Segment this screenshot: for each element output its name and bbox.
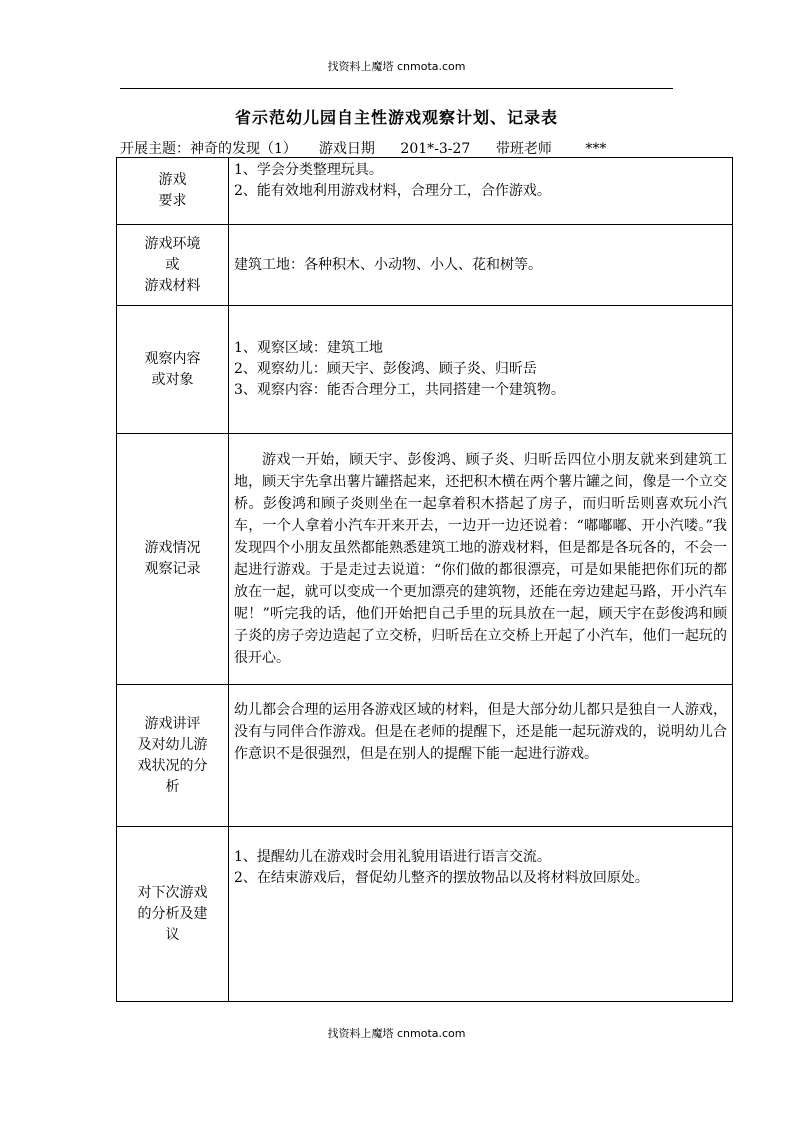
analysis-text: 幼儿都会合理的运用各游戏区域的材料，但是大部分幼儿都只是独自一人游戏，没有与同伴合作游戏。但是在老师的提醒下，还是能一起玩游戏的，说明幼儿合作意识不是很强烈，但是在别人的提醒下能一起进行游戏。: [234, 702, 727, 762]
document-title: 省示范幼儿园自主性游戏观察计划、记录表: [234, 108, 558, 127]
info-line: [120, 138, 640, 158]
label-materials: 游戏环境 或 游戏材料: [117, 225, 229, 306]
requirement-item: 2、能有效地利用游戏材料，合理分工，合作游戏。: [234, 183, 551, 199]
header-watermark: 找资料上魔塔 cnmota.com: [327, 60, 466, 73]
row-materials: [117, 225, 733, 306]
label-requirements: 游戏 要求: [117, 158, 229, 225]
record-text: 游戏一开始，顾天宇、彭俊鸿、顾子炎、归昕岳四位小朋友就来到建筑工地，顾天宇先拿出薯片罐搭起来，还把积木横在两个薯片罐之间，像是一个立交桥。彭俊鸿和顾子炎则坐在一起拿着积木搭起了房子，而归昕岳则喜欢玩小汽车，一个人拿着小汽车开来开去，一边开一边还说着：“嘟嘟嘟、开小汽喽。”我发现四个小朋友虽然都能熟悉建筑工地的游戏材料，但是都是各玩各的，不会一起进行游戏。于是走过去说道：“你们做的都很漂亮，可是如果能把你们玩的都放在一起，就可以变成一个更加漂亮的建筑物，还能在旁边建起马路，开小汽车呢！”听完我的话，他们开始把自己手里的玩具放在一起，顾天宇在彭俊鸿和顾子炎的房子旁边造起了立交桥，归昕岳在立交桥上开起了小汽车，他们一起玩的很开心。: [234, 452, 727, 666]
date-label: 游戏日期: [318, 141, 375, 157]
row-suggestions: [117, 827, 733, 1002]
suggestion-item: 2、在结束游戏后，督促幼儿整齐的摆放物品以及将材料放回原处。: [234, 870, 649, 886]
observation-item: 1、观察区域：建筑工地: [234, 340, 383, 356]
observation-table: [116, 157, 733, 1002]
requirement-item: 1、学会分类整理玩具。: [234, 162, 383, 178]
label-suggestions: 对下次游戏 的分析及建 议: [117, 827, 229, 1002]
date-value: 201*-3-27: [379, 141, 491, 158]
content-analysis: [229, 685, 733, 827]
teacher-label: 带班老师: [495, 141, 552, 157]
content-observation: [229, 306, 733, 434]
teacher-value: ***: [552, 141, 640, 158]
content-record: [229, 434, 733, 685]
label-analysis: 游戏讲评 及对幼儿游 戏状况的分 析: [117, 685, 229, 827]
content-materials: 建筑工地：各种积木、小动物、小人、花和树等。: [229, 225, 733, 306]
observation-item: 2、观察幼儿：顾天宇、彭俊鸿、顾子炎、归昕岳: [234, 361, 537, 377]
row-analysis: [117, 685, 733, 827]
theme-value: 神奇的发现（1）: [190, 141, 297, 157]
content-suggestions: [229, 827, 733, 1002]
content-requirements: [229, 158, 733, 225]
row-requirements: [117, 158, 733, 225]
label-record: 游戏情况 观察记录: [117, 434, 229, 685]
theme-label: 开展主题：: [120, 141, 190, 157]
header-rule: [120, 88, 673, 89]
observation-item: 3、观察内容：能否合理分工，共同搭建一个建筑物。: [234, 382, 565, 398]
label-observation: 观察内容 或对象: [117, 306, 229, 434]
footer-watermark: 找资料上魔塔 cnmota.com: [327, 1027, 466, 1040]
row-record: [117, 434, 733, 685]
row-observation: [117, 306, 733, 434]
suggestion-item: 1、提醒幼儿在游戏时会用礼貌用语进行语言交流。: [234, 849, 551, 865]
